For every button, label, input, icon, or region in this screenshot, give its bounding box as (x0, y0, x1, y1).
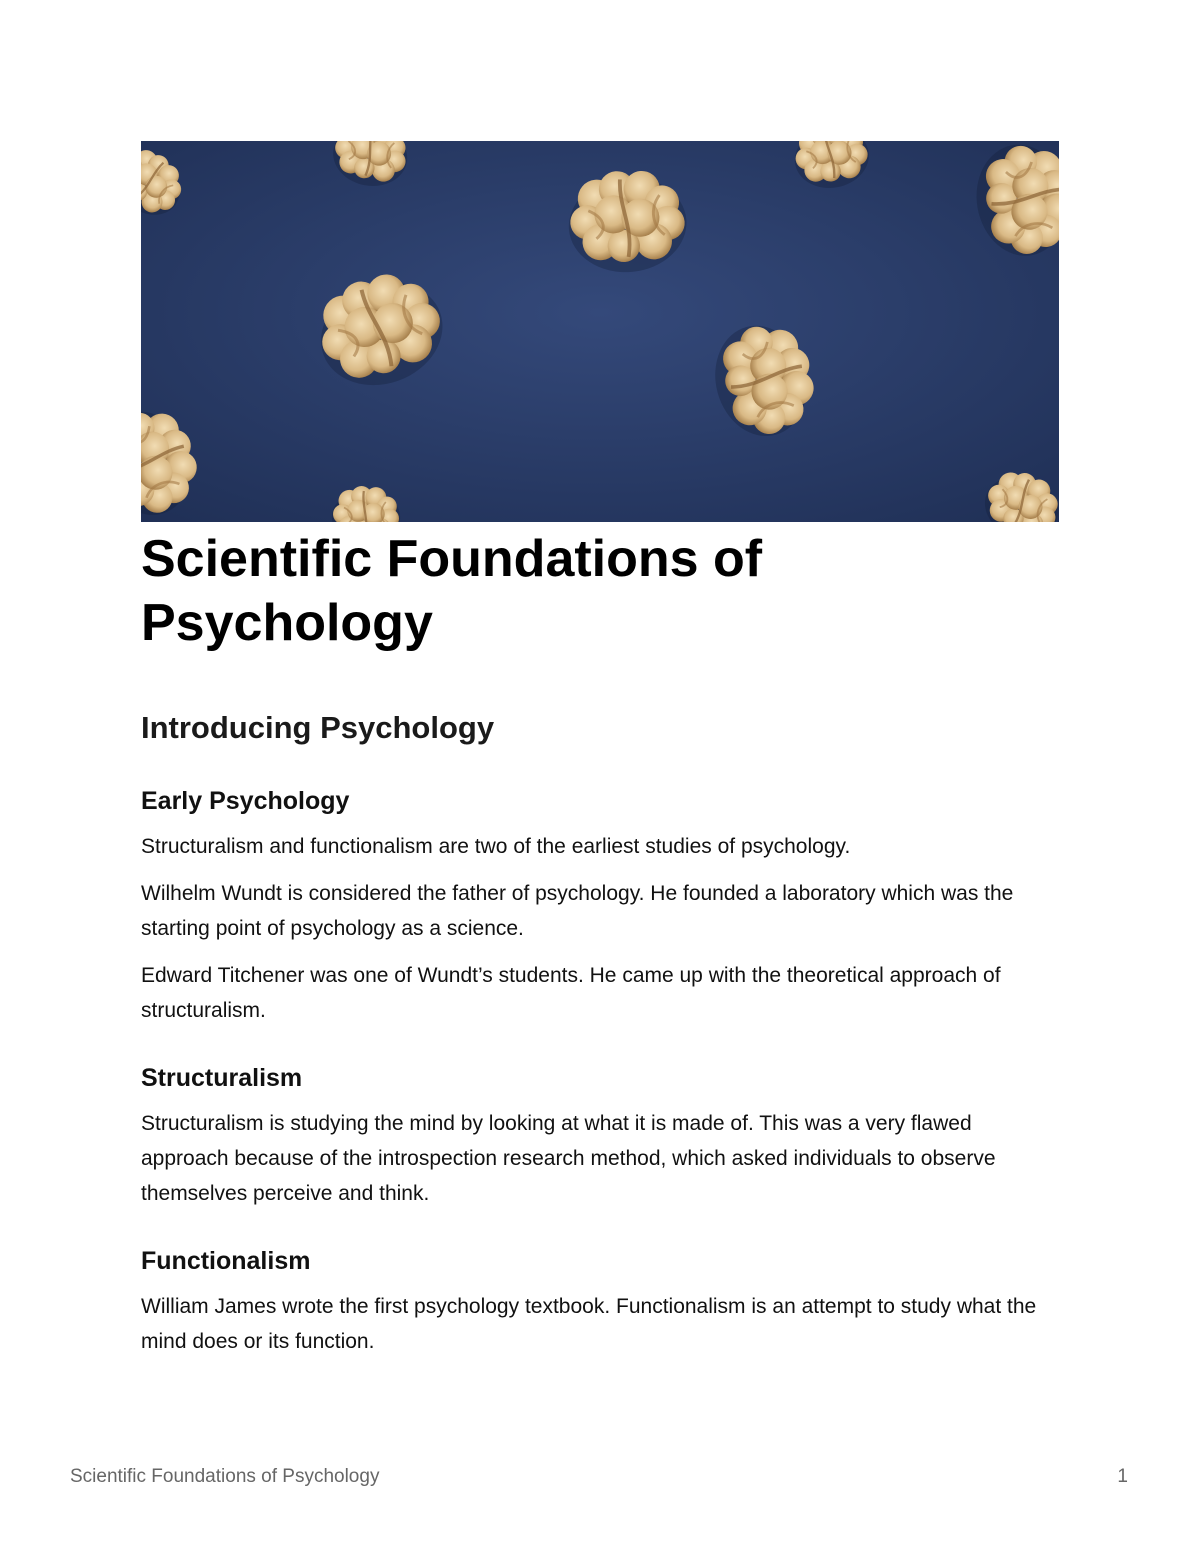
paragraph-functionalism: William James wrote the first psychology textbook. Functionalism is an attempt to study what the mind does or its function. (141, 1295, 1037, 1353)
paragraph-early-3: Edward Titchener was one of Wundt’s students. He came up with the theoretical approach of structuralism. (141, 964, 1001, 1022)
document-body (141, 527, 1059, 1359)
subheading-structuralism: Structuralism (141, 1064, 303, 1092)
document-title: Scientific Foundations of Psychology (141, 530, 763, 652)
footer-page-number: 1 (1117, 1466, 1128, 1487)
footer-document-title: Scientific Foundations of Psychology (70, 1466, 380, 1487)
subheading-functionalism: Functionalism (141, 1247, 311, 1275)
paragraph-structuralism: Structuralism is studying the mind by looking at what it is made of. This was a very flawed approach because of the introspection research method, which asked individuals to observe themselves perceive and think. (141, 1112, 996, 1205)
header-image-walnuts (141, 141, 1059, 522)
paragraph-early-1: Structuralism and functionalism are two of the earliest studies of psychology. (141, 835, 851, 858)
subheading-early-psychology: Early Psychology (141, 787, 350, 815)
section-heading-introducing-psychology: Introducing Psychology (141, 710, 495, 745)
paragraph-early-2: Wilhelm Wundt is considered the father of psychology. He founded a laboratory which was the starting point of psychology as a science. (141, 882, 1014, 940)
